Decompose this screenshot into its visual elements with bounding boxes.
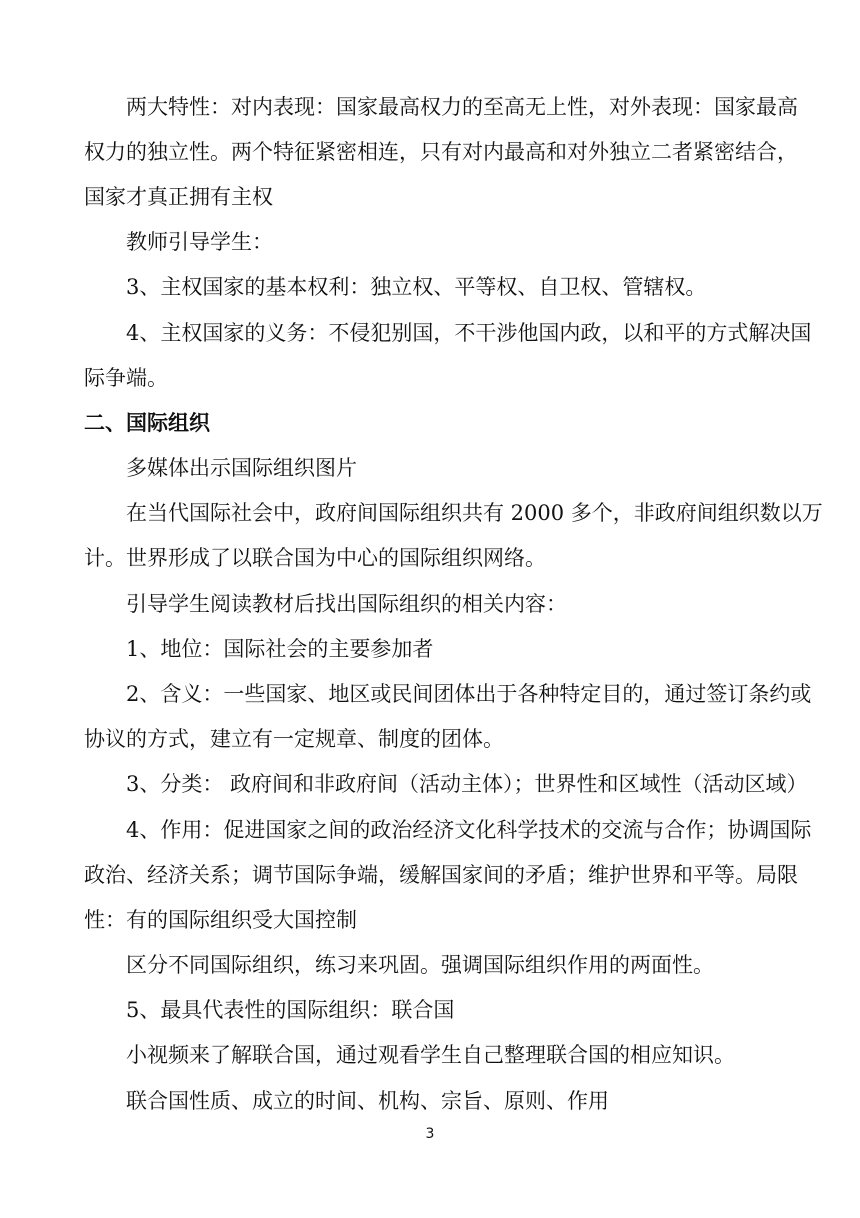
paragraph-contemporary-line-2: 计。世界形成了以联合国为中心的国际组织网络。 [84, 546, 546, 570]
paragraph-contemporary-line-1: 在当代国际社会中，政府间国际组织共有 2000 多个，非政府间组织数以万 [126, 501, 823, 525]
paragraph-basic-rights: 3、主权国家的基本权利：独立权、平等权、自卫权、管辖权。 [126, 275, 707, 299]
paragraph-sovereignty-traits-line-2: 权力的独立性。两个特征紧密相连，只有对内最高和对外独立二者紧密结合， [84, 140, 798, 164]
paragraph-definition-line-1: 2、含义：一些国家、地区或民间团体出于各种特定目的，通过签订条约或 [126, 682, 812, 706]
paragraph-un-nature: 联合国性质、成立的时间、机构、宗旨、原则、作用 [126, 1089, 609, 1113]
paragraph-classification: 3、分类： 政府间和非政府间（活动主体）；世界性和区域性（活动区域） [126, 772, 808, 796]
paragraph-obligations-line-1: 4、主权国家的义务：不侵犯别国，不干涉他国内政，以和平的方式解决国 [126, 321, 812, 345]
paragraph-multimedia: 多媒体出示国际组织图片 [126, 456, 357, 480]
paragraph-role-line-3: 性：有的国际组织受大国控制 [84, 908, 357, 932]
paragraph-obligations-line-2: 际争端。 [84, 366, 168, 390]
paragraph-video: 小视频来了解联合国，通过观看学生自己整理联合国的相应知识。 [126, 1043, 735, 1067]
paragraph-guide-reading: 引导学生阅读教材后找出国际组织的相关内容： [126, 592, 567, 616]
paragraph-sovereignty-traits-line-3: 国家才真正拥有主权 [84, 185, 273, 209]
paragraph-status: 1、地位：国际社会的主要参加者 [126, 637, 434, 661]
paragraph-distinguish: 区分不同国际组织，练习来巩固。强调国际组织作用的两面性。 [126, 953, 714, 977]
paragraph-teacher-guides: 教师引导学生： [126, 230, 273, 254]
paragraph-role-line-1: 4、作用：促进国家之间的政治经济文化科学技术的交流与合作；协调国际 [126, 818, 812, 842]
section-heading-international-organizations: 二、国际组织 [84, 411, 210, 435]
paragraph-definition-line-2: 协议的方式，建立有一定规章、制度的团体。 [84, 727, 504, 751]
paragraph-sovereignty-traits-line-1: 两大特性：对内表现：国家最高权力的至高无上性，对外表现：国家最高 [126, 95, 798, 119]
paragraph-role-line-2: 政治、经济关系；调节国际争端，缓解国家间的矛盾；维护世界和平等。局限 [84, 863, 798, 887]
page-number: 3 [425, 1126, 435, 1142]
paragraph-un-representative: 5、最具代表性的国际组织：联合国 [126, 998, 455, 1022]
